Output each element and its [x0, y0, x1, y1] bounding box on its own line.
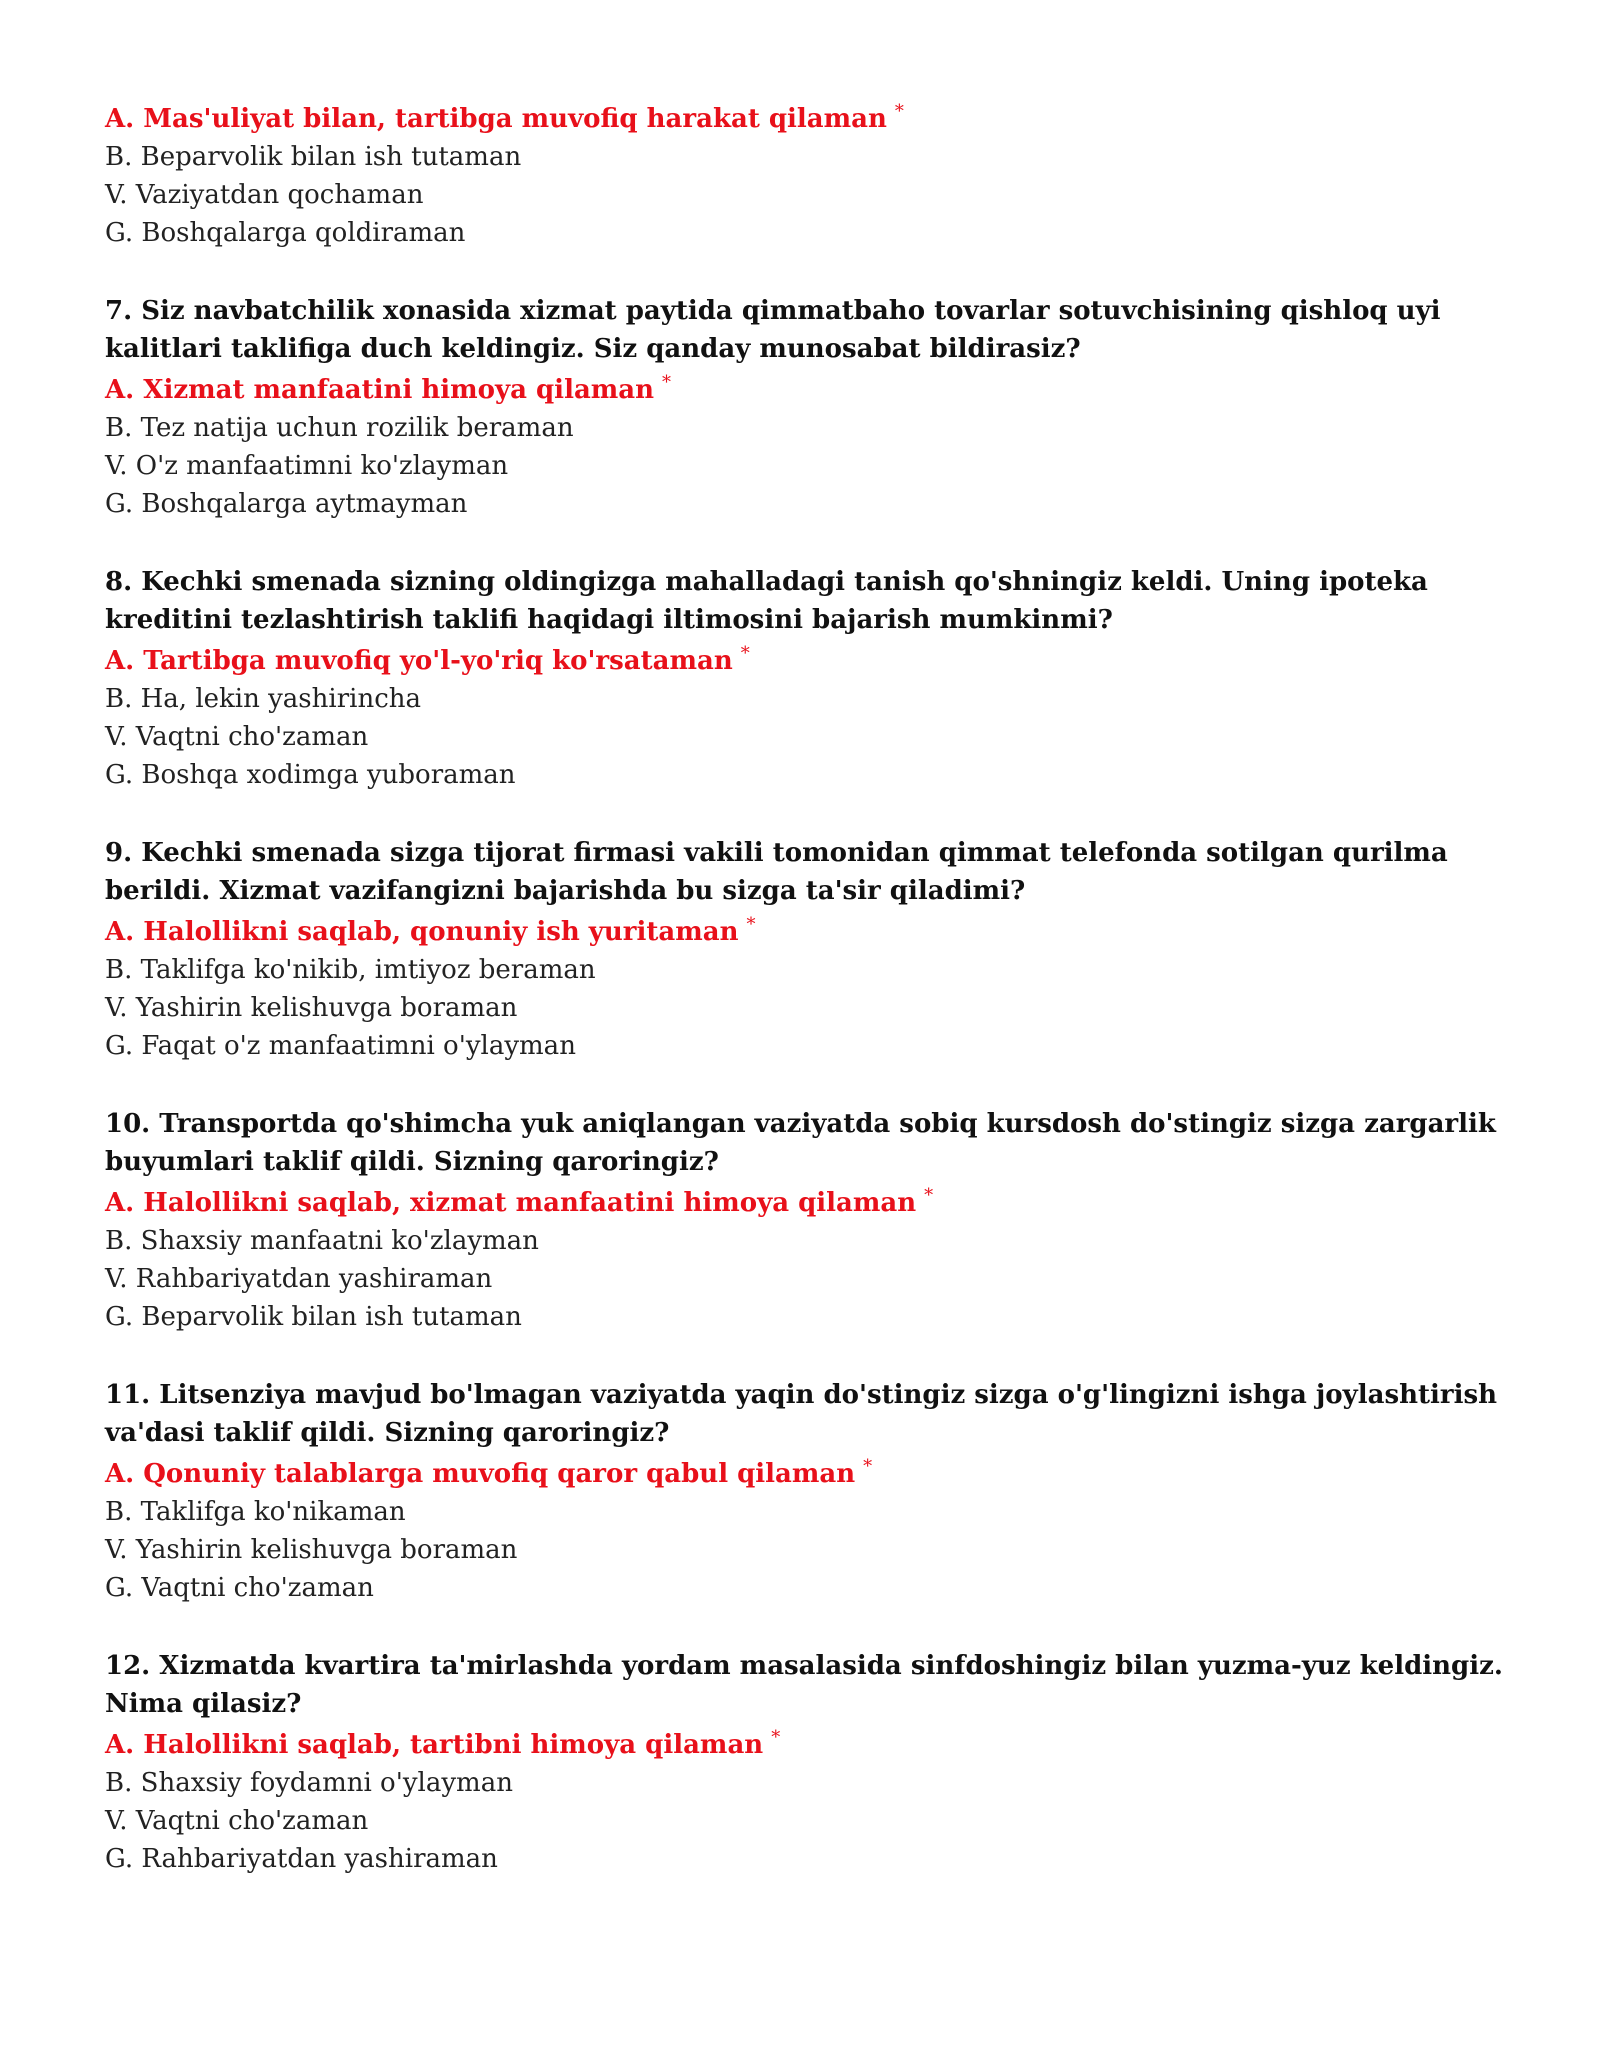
correct-marker: *	[740, 643, 750, 665]
answer-option: B. Taklifga ko'nikaman	[105, 1497, 406, 1527]
answer-option-correct	[105, 100, 1505, 138]
question-block	[105, 1376, 1505, 1607]
option-text: A. Tartibga muvofiq yo'l-yo'riq ko'rsataman	[105, 646, 733, 676]
question-text: 8. Kechki smenada sizning oldingizga mahalladagi tanish qo'shningiz keldi. Uning ipoteka kreditini tezlashtirish taklifi haqidagi iltimosini bajarish mumkinmi?	[105, 567, 1428, 635]
correct-marker: *	[924, 1185, 934, 1207]
answer-option-correct	[105, 371, 1505, 409]
answer-option: G. Vaqtni cho'zaman	[105, 1573, 374, 1603]
answer-option-correct	[105, 1184, 1505, 1222]
question-block	[105, 1647, 1505, 1878]
question-block	[105, 1105, 1505, 1336]
answer-option: V. Vaqtni cho'zaman	[105, 1806, 369, 1836]
answer-option: G. Rahbariyatdan yashiraman	[105, 1844, 498, 1874]
answer-option-correct	[105, 913, 1505, 951]
question-text: 10. Transportda qo'shimcha yuk aniqlangan vaziyatda sobiq kursdosh do'stingiz sizga zargarlik buyumlari taklif qildi. Sizning qaroringiz?	[105, 1109, 1496, 1177]
option-text: A. Qonuniy talablarga muvofiq qaror qabul qilaman	[105, 1459, 856, 1489]
option-text: A. Halollikni saqlab, xizmat manfaatini himoya qilaman	[105, 1188, 917, 1218]
option-text: A. Halollikni saqlab, tartibni himoya qilaman	[105, 1730, 764, 1760]
question-text: 12. Xizmatda kvartira ta'mirlashda yordam masalasida sinfdoshingiz bilan yuzma-yuz keldingiz. Nima qilasiz?	[105, 1651, 1503, 1719]
answer-option: B. Ha, lekin yashirincha	[105, 684, 422, 714]
question-block	[105, 834, 1505, 1065]
question-text: 11. Litsenziya mavjud bo'lmagan vaziyatda yaqin do'stingiz sizga o'g'lingizni ishga joylashtirish va'dasi taklif qildi. Sizning qaroringiz?	[105, 1380, 1498, 1448]
answer-option: G. Faqat o'z manfaatimni o'ylayman	[105, 1031, 576, 1061]
option-text: A. Xizmat manfaatini himoya qilaman	[105, 375, 655, 405]
answer-option: B. Shaxsiy manfaatni ko'zlayman	[105, 1226, 539, 1256]
answer-option: V. Rahbariyatdan yashiraman	[105, 1264, 493, 1294]
answer-option-correct	[105, 1726, 1505, 1764]
correct-marker: *	[863, 1456, 873, 1478]
question-text: 7. Siz navbatchilik xonasida xizmat paytida qimmatbaho tovarlar sotuvchisining qishloq uyi kalitlari taklifiga duch keldingiz. Siz qanday munosabat bildirasiz?	[105, 296, 1441, 364]
answer-option: B. Beparvolik bilan ish tutaman	[105, 142, 522, 172]
correct-marker: *	[771, 1727, 781, 1749]
correct-marker: *	[894, 101, 904, 123]
answer-option: B. Tez natija uchun rozilik beraman	[105, 413, 574, 443]
answer-option: V. Yashirin kelishuvga boraman	[105, 1535, 518, 1565]
answer-option: V. Vaqtni cho'zaman	[105, 722, 369, 752]
answer-option: V. Yashirin kelishuvga boraman	[105, 993, 518, 1023]
answer-option-correct	[105, 1455, 1505, 1493]
answer-option: G. Boshqa xodimga yuboraman	[105, 760, 516, 790]
answer-option-correct	[105, 642, 1505, 680]
correct-marker: *	[746, 914, 756, 936]
question-block	[105, 100, 1505, 252]
question-block	[105, 563, 1505, 794]
option-text: A. Mas'uliyat bilan, tartibga muvofiq harakat qilaman	[105, 104, 887, 134]
answer-option: V. O'z manfaatimni ko'zlayman	[105, 451, 509, 481]
answer-option: B. Shaxsiy foydamni o'ylayman	[105, 1768, 513, 1798]
correct-marker: *	[662, 372, 672, 394]
answer-option: B. Taklifga ko'nikib, imtiyoz beraman	[105, 955, 596, 985]
document-page	[105, 100, 1505, 1918]
answer-option: V. Vaziyatdan qochaman	[105, 180, 424, 210]
question-text: 9. Kechki smenada sizga tijorat firmasi vakili tomonidan qimmat telefonda sotilgan qurilma berildi. Xizmat vazifangizni bajarishda bu sizga ta'sir qiladimi?	[105, 838, 1448, 906]
answer-option: G. Boshqalarga aytmayman	[105, 489, 468, 519]
question-block	[105, 292, 1505, 523]
answer-option: G. Boshqalarga qoldiraman	[105, 218, 466, 248]
answer-option: G. Beparvolik bilan ish tutaman	[105, 1302, 522, 1332]
option-text: A. Halollikni saqlab, qonuniy ish yuritaman	[105, 917, 739, 947]
